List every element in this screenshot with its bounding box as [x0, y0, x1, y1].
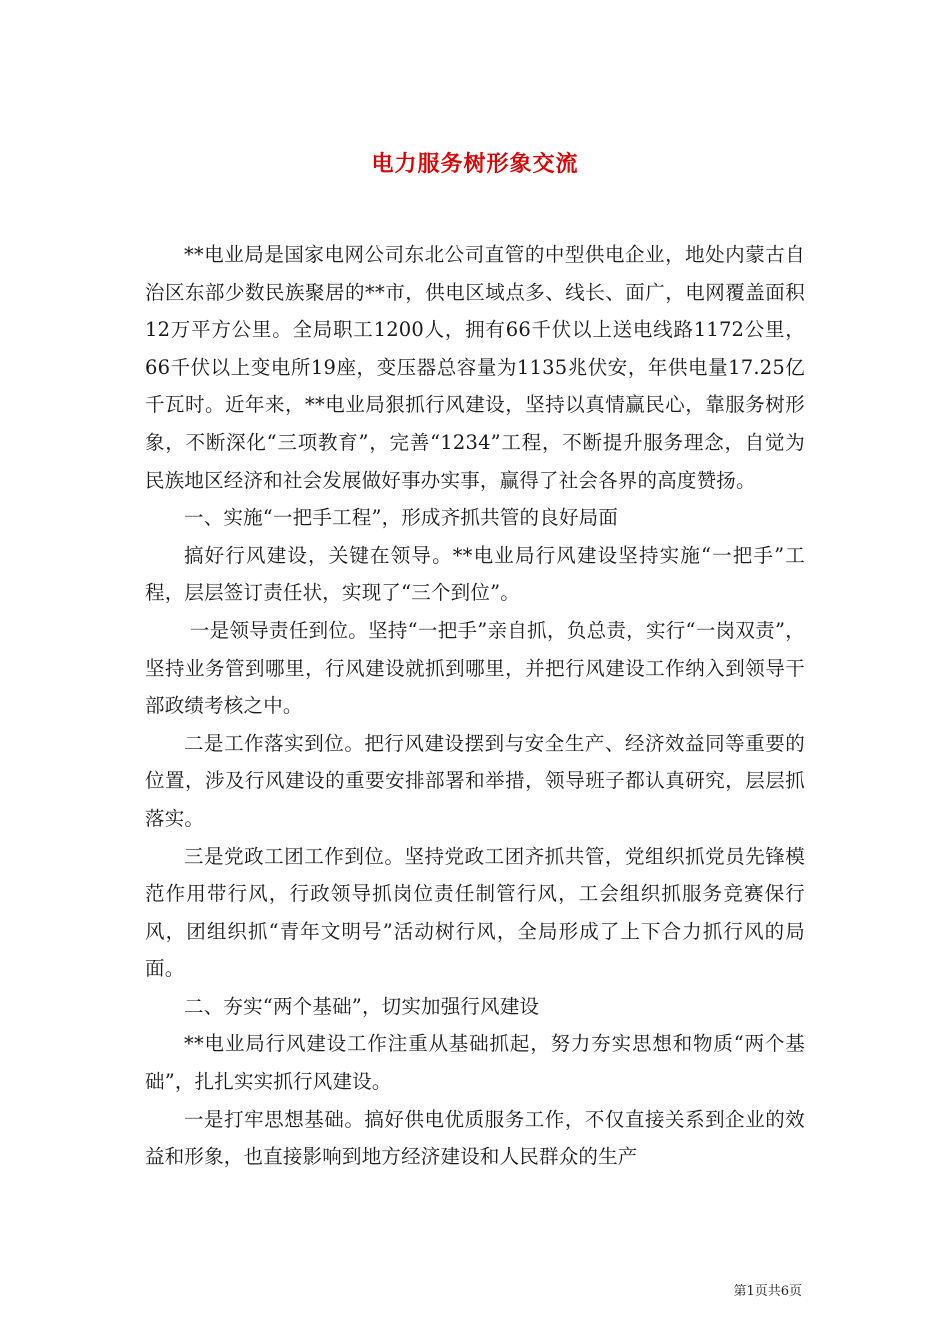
paragraph: 二是工作落实到位。把行风建设摆到与安全生产、经济效益同等重要的位置，涉及行风建设的重要安排部署和举措，领导班子都认真研究，层层抓落实。 [145, 731, 805, 830]
paragraph: 搞好行风建设，关键在领导。**电业局行风建设坚持实施“一把手”工程，层层签订责任状，实现了“三个到位”。 [145, 543, 805, 605]
document-body [145, 236, 805, 1176]
document-title: 电力服务树形象交流 [371, 150, 579, 177]
section-heading-2: 二、夯实“两个基础”，切实加强行风建设 [184, 994, 540, 1018]
section-heading-1: 一、实施“一把手工程”，形成齐抓共管的良好局面 [184, 506, 619, 530]
paragraph-intro: **电业局是国家电网公司东北公司直管的中型供电企业，地处内蒙古自治区东部少数民族聚居的**市，供电区域点多、线长、面广，电网覆盖面积12万平方公里。全局职工1200人，拥有66千伏以上送电线路1172公里，66千伏以上变电所19座，变压器总容量为1135兆伏安，年供电量17.25亿千瓦时。近年来，**电业局狠抓行风建设，坚持以真情赢民心，靠服务树形象，不断深化“三项教育”，完善“1234”工程，不断提升服务理念，自觉为民族地区经济和社会发展做好事办实事，赢得了社会各界的高度赞扬。 [145, 243, 805, 492]
paragraph: **电业局行风建设工作注重从基础抓起，努力夯实思想和物质“两个基础”，扎扎实实抓行风建设。 [145, 1032, 805, 1094]
paragraph: 一是领导责任到位。坚持“一把手”亲自抓，负总责，实行“一岗双责”，坚持业务管到哪里，行风建设就抓到哪里，并把行风建设工作纳入到领导干部政绩考核之中。 [145, 618, 805, 718]
paragraph: 三是党政工团工作到位。坚持党政工团齐抓共管，党组织抓党员先锋模范作用带行风，行政领导抓岗位责任制管行风，工会组织抓服务竞赛保行风，团组织抓“青年文明号”活动树行风，全局形成了上下合力抓行风的局面。 [145, 844, 805, 981]
paragraph: 一是打牢思想基础。搞好供电优质服务工作，不仅直接关系到企业的效益和形象，也直接影响到地方经济建设和人民群众的生产 [145, 1107, 805, 1169]
page-number: 第1页共6页 [733, 1284, 802, 1299]
